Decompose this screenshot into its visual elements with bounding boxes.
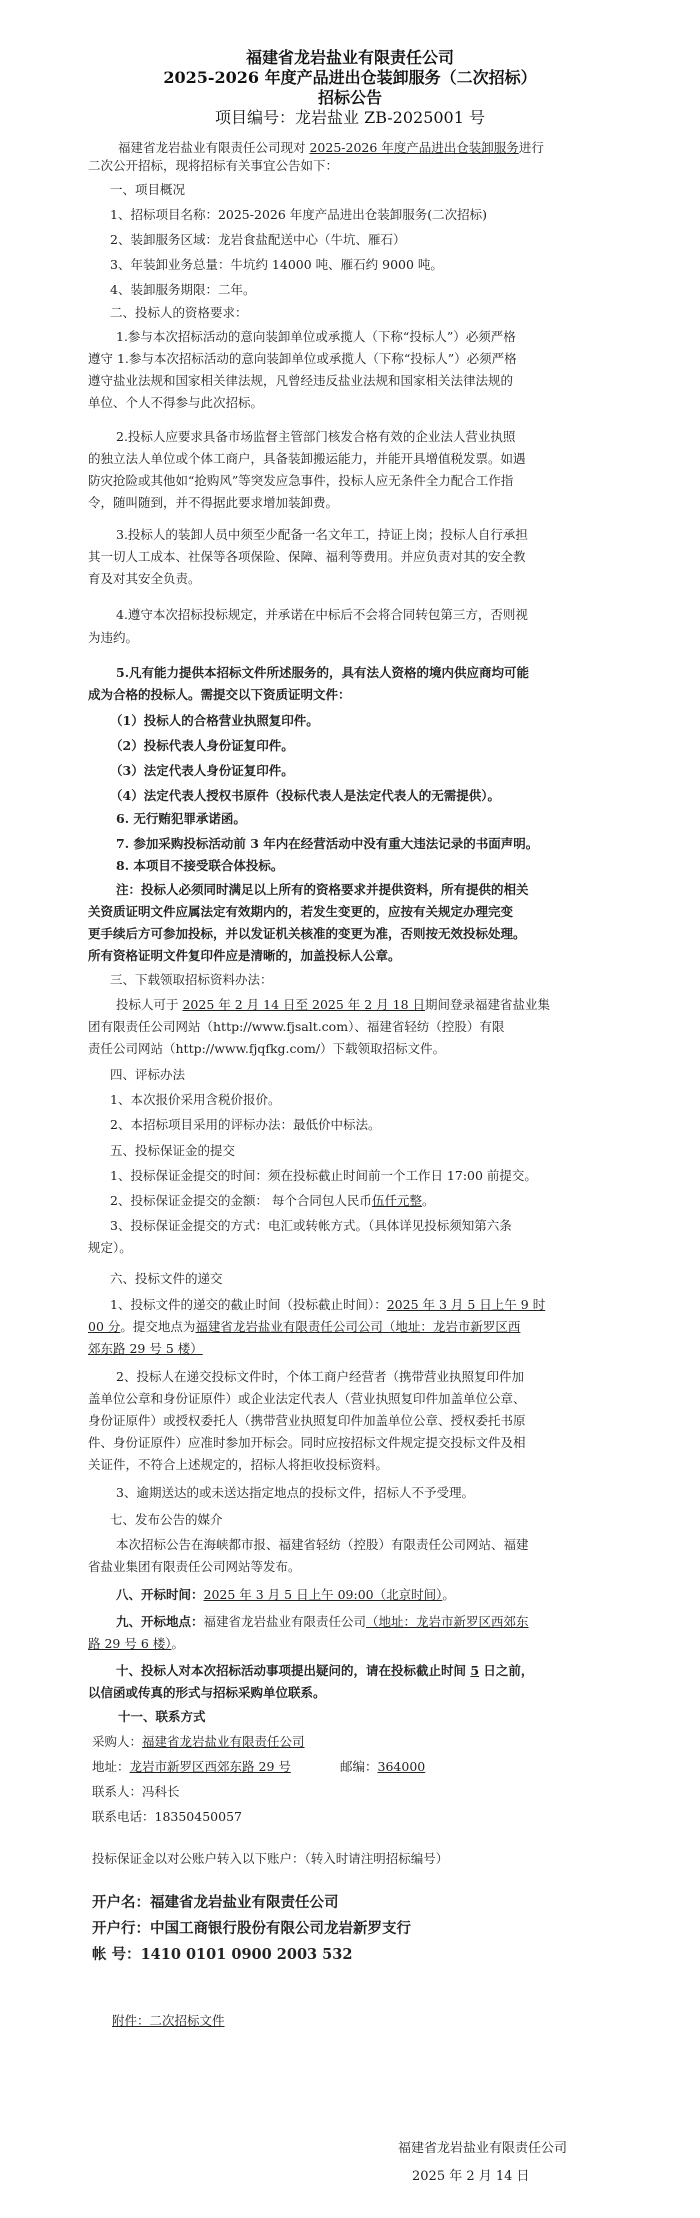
- s2-note-l3: 更手续后方可参加投标，并以发证机关核准的变更为准，否则按无效投标处理。: [88, 926, 526, 941]
- s3-line2: 团有限责任公司网站（http://www.fjsalt.com）、福建省轻纺（控股）有限: [88, 1019, 505, 1034]
- section1-item2: 2、装卸服务区域：龙岩食盐配送中心（牛坑、雁石）: [110, 232, 406, 247]
- s4-item1: 1、本次报价采用含税价报价。: [110, 1092, 281, 1107]
- s2-p4-l1: 4.遵守本次招标投标规定，并承诺在中标后不会将合同转包第三方，否则视: [116, 607, 528, 622]
- title-announcement: 招标公告: [317, 88, 382, 107]
- s11-zip: 邮编：364000: [340, 1759, 426, 1774]
- s2-p3-l1: 3.投标人的装卸人员中须至少配备一名文年工，持证上岗；投标人自行承担: [116, 527, 528, 542]
- bank-intro: 投标保证金以对公账户转入以下账户：（转入时请注明招标编号）: [92, 1851, 449, 1866]
- intro-line1: 福建省龙岩盐业有限责任公司现对 2025-2026 年度产品进出仓装卸服务进行: [118, 140, 544, 155]
- project-number: 项目编号：龙岩盐业 ZB-2025001 号: [214, 108, 485, 127]
- s2-note-l4: 所有资格证明文件复印件应是清晰的，加盖投标人公章。: [88, 948, 401, 963]
- title-project: 2025-2026 年度产品进出仓装卸服务（二次招标）: [163, 68, 537, 87]
- section2-title: 二、投标人的资格要求：: [110, 305, 248, 320]
- s2-p1-l3: 遵守盐业法规和国家相关律法规，凡曾经违反盐业法规和国家相关法律法规的: [88, 373, 514, 388]
- section3-title: 三、下载领取招标资料办法：: [110, 972, 273, 987]
- section4-title: 四、评标办法: [110, 1067, 186, 1082]
- title-company: 福建省龙岩盐业有限责任公司: [245, 48, 454, 67]
- s11-contact: 联系人：冯科长: [92, 1784, 180, 1799]
- s2-p1-l2: 遵守 1.参与本次招标活动的意向装卸单位或承揽人（下称“投标人”）必须严格: [88, 351, 517, 366]
- section1-item3: 3、年装卸业务总量：牛坑约 14000 吨、雁石约 9000 吨。: [110, 257, 443, 272]
- s2-p2-l1: 2.投标人应要求具备市场监督主管部门核发合格有效的企业法人营业执照: [116, 429, 516, 444]
- s2-note-l2: 关资质证明文件应属法定有效期内的，若发生变更的，应按有关规定办理完变: [88, 904, 514, 919]
- s2-doc4: （4）法定代表人授权书原件（投标代表人是法定代表人的无需提供）。: [110, 788, 500, 803]
- s2-p2-l2: 的独立法人单位或个体工商户，具备装卸搬运能力，并能开具增值税发票。如遇: [88, 451, 526, 466]
- s2-p5-l2: 成为合格的投标人。需提交以下资质证明文件：: [88, 687, 351, 702]
- s2-doc2: （2）投标代表人身份证复印件。: [110, 738, 294, 753]
- section5-title: 五、投标保证金的提交: [110, 1143, 236, 1158]
- section11-title: 十一、联系方式: [118, 1709, 206, 1724]
- s2-doc1: （1）投标人的合格营业执照复印件。: [110, 713, 319, 728]
- s2-p1-l1: 1.参与本次招标活动的意向装卸单位或承揽人（下称“投标人”）必须严格: [116, 329, 516, 344]
- bank-name: 开户行：中国工商银行股份有限公司龙岩新罗支行: [92, 1920, 411, 1937]
- s7-line2: 省盐业集团有限责任公司网站等发布。: [88, 1559, 301, 1574]
- s2-p2-l3: 防灾抢险或其他如“抢购风”等突发应急事件，投标人应无条件全力配合工作指: [88, 473, 514, 488]
- s2-note-l1: 注：投标人必须同时满足以上所有的资格要求并提供资料，所有提供的相关: [116, 882, 529, 897]
- section1-item1: 1、招标项目名称：2025-2026 年度产品进出仓装卸服务(二次招标): [110, 207, 488, 222]
- bank-account: 帐 号：1410 0101 0900 2003 532: [92, 1946, 353, 1963]
- s3-line3: 责任公司网站（http://www.fjqfkg.com/）下载领取招标文件。: [88, 1041, 446, 1056]
- s11-phone: 联系电话：18350450057: [92, 1809, 242, 1824]
- s2-p8: 8. 本项目不接受联合体投标。: [116, 858, 284, 873]
- section1-title: 一、项目概况: [110, 182, 186, 197]
- s2-p4-l2: 为违约。: [88, 630, 139, 645]
- s11-address: 地址：龙岩市新罗区西郊东路 29 号: [92, 1759, 291, 1774]
- s6-p2-l1: 2、投标人在递交投标文件时，个体工商户经营者（携带营业执照复印件加: [116, 1369, 524, 1384]
- s11-buyer: 采购人：福建省龙岩盐业有限责任公司: [92, 1734, 305, 1749]
- section1-item4: 4、装卸服务期限：二年。: [110, 282, 256, 297]
- attachment-link[interactable]: 附件：二次招标文件: [112, 2013, 225, 2028]
- s2-p6: 6. 无行贿犯罪承诺函。: [116, 811, 246, 826]
- s10-line1: 十、投标人对本次招标活动事项提出疑问的，请在投标截止时间 5 日之前，: [116, 1663, 534, 1678]
- section7-title: 七、发布公告的媒介: [110, 1512, 223, 1527]
- s6-line1: 1、投标文件的递交的截止时间（投标截止时间）：2025 年 3 月 5 日上午 9 时: [110, 1297, 546, 1312]
- s5-item1: 1、投标保证金提交的时间：须在投标截止时间前一个工作日 17:00 前提交。: [110, 1168, 537, 1183]
- s9-line2: 路 29 号 6 楼）。: [88, 1636, 185, 1651]
- s6-line2: 00 分。提交地点为福建省龙岩盐业有限责任公司公司（地址：龙岩市新罗区西: [88, 1319, 521, 1334]
- s6-p2-l4: 件、身份证原件）应准时参加开标会。同时应按招标文件规定提交投标文件及相: [88, 1435, 526, 1450]
- s2-p7: 7. 参加采购投标活动前 3 年内在经营活动中没有重大违法记录的书面声明。: [116, 836, 539, 851]
- s2-p3-l2: 其一切人工成本、社保等各项保险、保障、福利等费用。并应负责对其的安全教: [88, 549, 526, 564]
- s5-item2: 2、投标保证金提交的金额： 每个合同包人民币伍仟元整。: [110, 1193, 435, 1208]
- section6-title: 六、投标文件的递交: [110, 1271, 223, 1286]
- intro-line2: 二次公开招标，现将招标有关事宜公告如下：: [88, 158, 339, 173]
- s8-open-time: 八、开标时间：2025 年 3 月 5 日上午 09:00（北京时间）。: [116, 1587, 455, 1602]
- s2-p3-l3: 育及对其安全负责。: [88, 571, 201, 586]
- s6-p2-l3: 身份证原件）或授权委托人（携带营业执照复印件加盖单位公章、授权委托书原: [88, 1413, 526, 1428]
- s5-item3-l2: 规定）。: [88, 1240, 132, 1255]
- s3-line1: 投标人可于 2025 年 2 月 14 日至 2025 年 2 月 18 日期间登录福建省盐业集: [116, 997, 551, 1012]
- s6-line3: 郊东路 29 号 5 楼）: [88, 1341, 203, 1356]
- s2-p2-l4: 令，随叫随到，并不得据此要求增加装卸费。: [88, 495, 339, 510]
- s6-p2-l2: 盖单位公章和身份证原件）或企业法定代表人（营业执照复印件加盖单位公章、: [88, 1391, 526, 1406]
- s5-item3-l1: 3、投标保证金提交的方式：电汇或转帐方式。（具体详见投标须知第六条: [110, 1218, 512, 1233]
- bank-holder: 开户名：福建省龙岩盐业有限责任公司: [92, 1894, 339, 1911]
- s4-item2: 2、本招标项目采用的评标办法：最低价中标法。: [110, 1117, 381, 1132]
- s2-p1-l4: 单位、个人不得参与此次招标。: [88, 395, 264, 410]
- s2-doc3: （3）法定代表人身份证复印件。: [110, 763, 294, 778]
- footer-date: 2025 年 2 月 14 日: [412, 2169, 530, 2184]
- s7-line1: 本次招标公告在海峡都市报、福建省轻纺（控股）有限责任公司网站、福建: [116, 1537, 529, 1552]
- s6-p3: 3、逾期送达的或未送达指定地点的投标文件，招标人不予受理。: [116, 1485, 474, 1500]
- footer-company: 福建省龙岩盐业有限责任公司: [398, 2141, 568, 2156]
- s9-line1: 九、开标地点：福建省龙岩盐业有限责任公司（地址：龙岩市新罗区西郊东: [116, 1614, 529, 1629]
- s2-p5-l1: 5.凡有能力提供本招标文件所述服务的，具有法人资格的境内供应商均可能: [116, 665, 530, 680]
- s6-p2-l5: 关证件，不符合上述规定的，招标人将拒收投标资料。: [88, 1457, 389, 1472]
- s10-line2: 以信函或传真的形式与招标采购单位联系。: [88, 1685, 326, 1700]
